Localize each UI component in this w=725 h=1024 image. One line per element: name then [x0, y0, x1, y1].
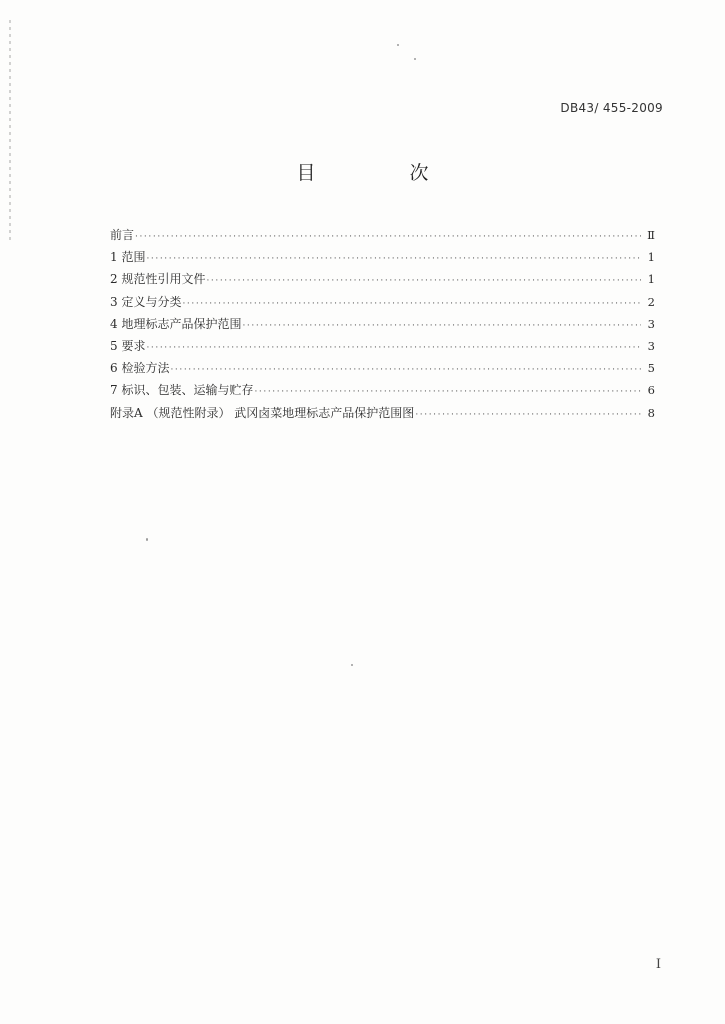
toc-entry-page: Ⅱ — [647, 228, 655, 242]
toc-leader-dots — [146, 337, 641, 359]
toc-entry-foreword[interactable] — [110, 224, 655, 246]
toc-entry-definitions[interactable] — [110, 291, 655, 313]
table-of-contents — [110, 224, 655, 424]
toc-entry-annex-a[interactable] — [110, 402, 655, 424]
toc-entry-page: 1 — [647, 250, 655, 265]
toc-entry-label: 7 标识、包装、运输与贮存 — [110, 383, 254, 398]
toc-entry-label: 3 定义与分类 — [110, 294, 182, 309]
scan-speck — [414, 58, 416, 60]
toc-entry-page: 6 — [647, 383, 655, 398]
standard-code: DB43/ 455-2009 — [560, 101, 663, 115]
toc-entry-page: 8 — [647, 405, 655, 420]
toc-title: 目 次 — [296, 162, 473, 184]
toc-entry-scope[interactable] — [110, 246, 655, 268]
toc-entry-page: 3 — [647, 316, 655, 331]
toc-entry-marking-packaging[interactable] — [110, 379, 655, 401]
toc-leader-dots — [146, 248, 641, 270]
toc-entry-label: 1 范围 — [110, 250, 146, 265]
toc-entry-label: 6 检验方法 — [110, 361, 170, 376]
toc-leader-dots — [170, 359, 641, 381]
toc-leader-dots — [254, 381, 641, 403]
toc-entry-protection-area[interactable] — [110, 313, 655, 335]
toc-entry-requirements[interactable] — [110, 335, 655, 357]
toc-entry-label: 2 规范性引用文件 — [110, 272, 206, 287]
scan-speck — [397, 44, 399, 46]
toc-entry-label: 5 要求 — [110, 338, 146, 353]
toc-entry-label: 4 地理标志产品保护范围 — [110, 316, 242, 331]
toc-entry-normative-references[interactable] — [110, 268, 655, 290]
toc-leader-dots — [135, 226, 641, 248]
page-number: I — [655, 957, 661, 972]
toc-leader-dots — [206, 270, 641, 292]
toc-entry-label: 附录A （规范性附录） 武冈卤菜地理标志产品保护范围图 — [110, 405, 415, 420]
toc-entry-test-methods[interactable] — [110, 357, 655, 379]
toc-entry-page: 2 — [647, 294, 655, 309]
toc-leader-dots — [242, 315, 641, 337]
toc-entry-label: 前言 — [110, 228, 135, 242]
toc-entry-page: 1 — [647, 272, 655, 287]
toc-leader-dots — [415, 404, 641, 426]
scan-edge-artifact — [9, 20, 11, 240]
scan-speck — [351, 664, 353, 666]
toc-entry-page: 5 — [647, 361, 655, 376]
toc-entry-page: 3 — [647, 338, 655, 353]
toc-leader-dots — [182, 293, 641, 315]
scan-speck — [146, 538, 148, 541]
